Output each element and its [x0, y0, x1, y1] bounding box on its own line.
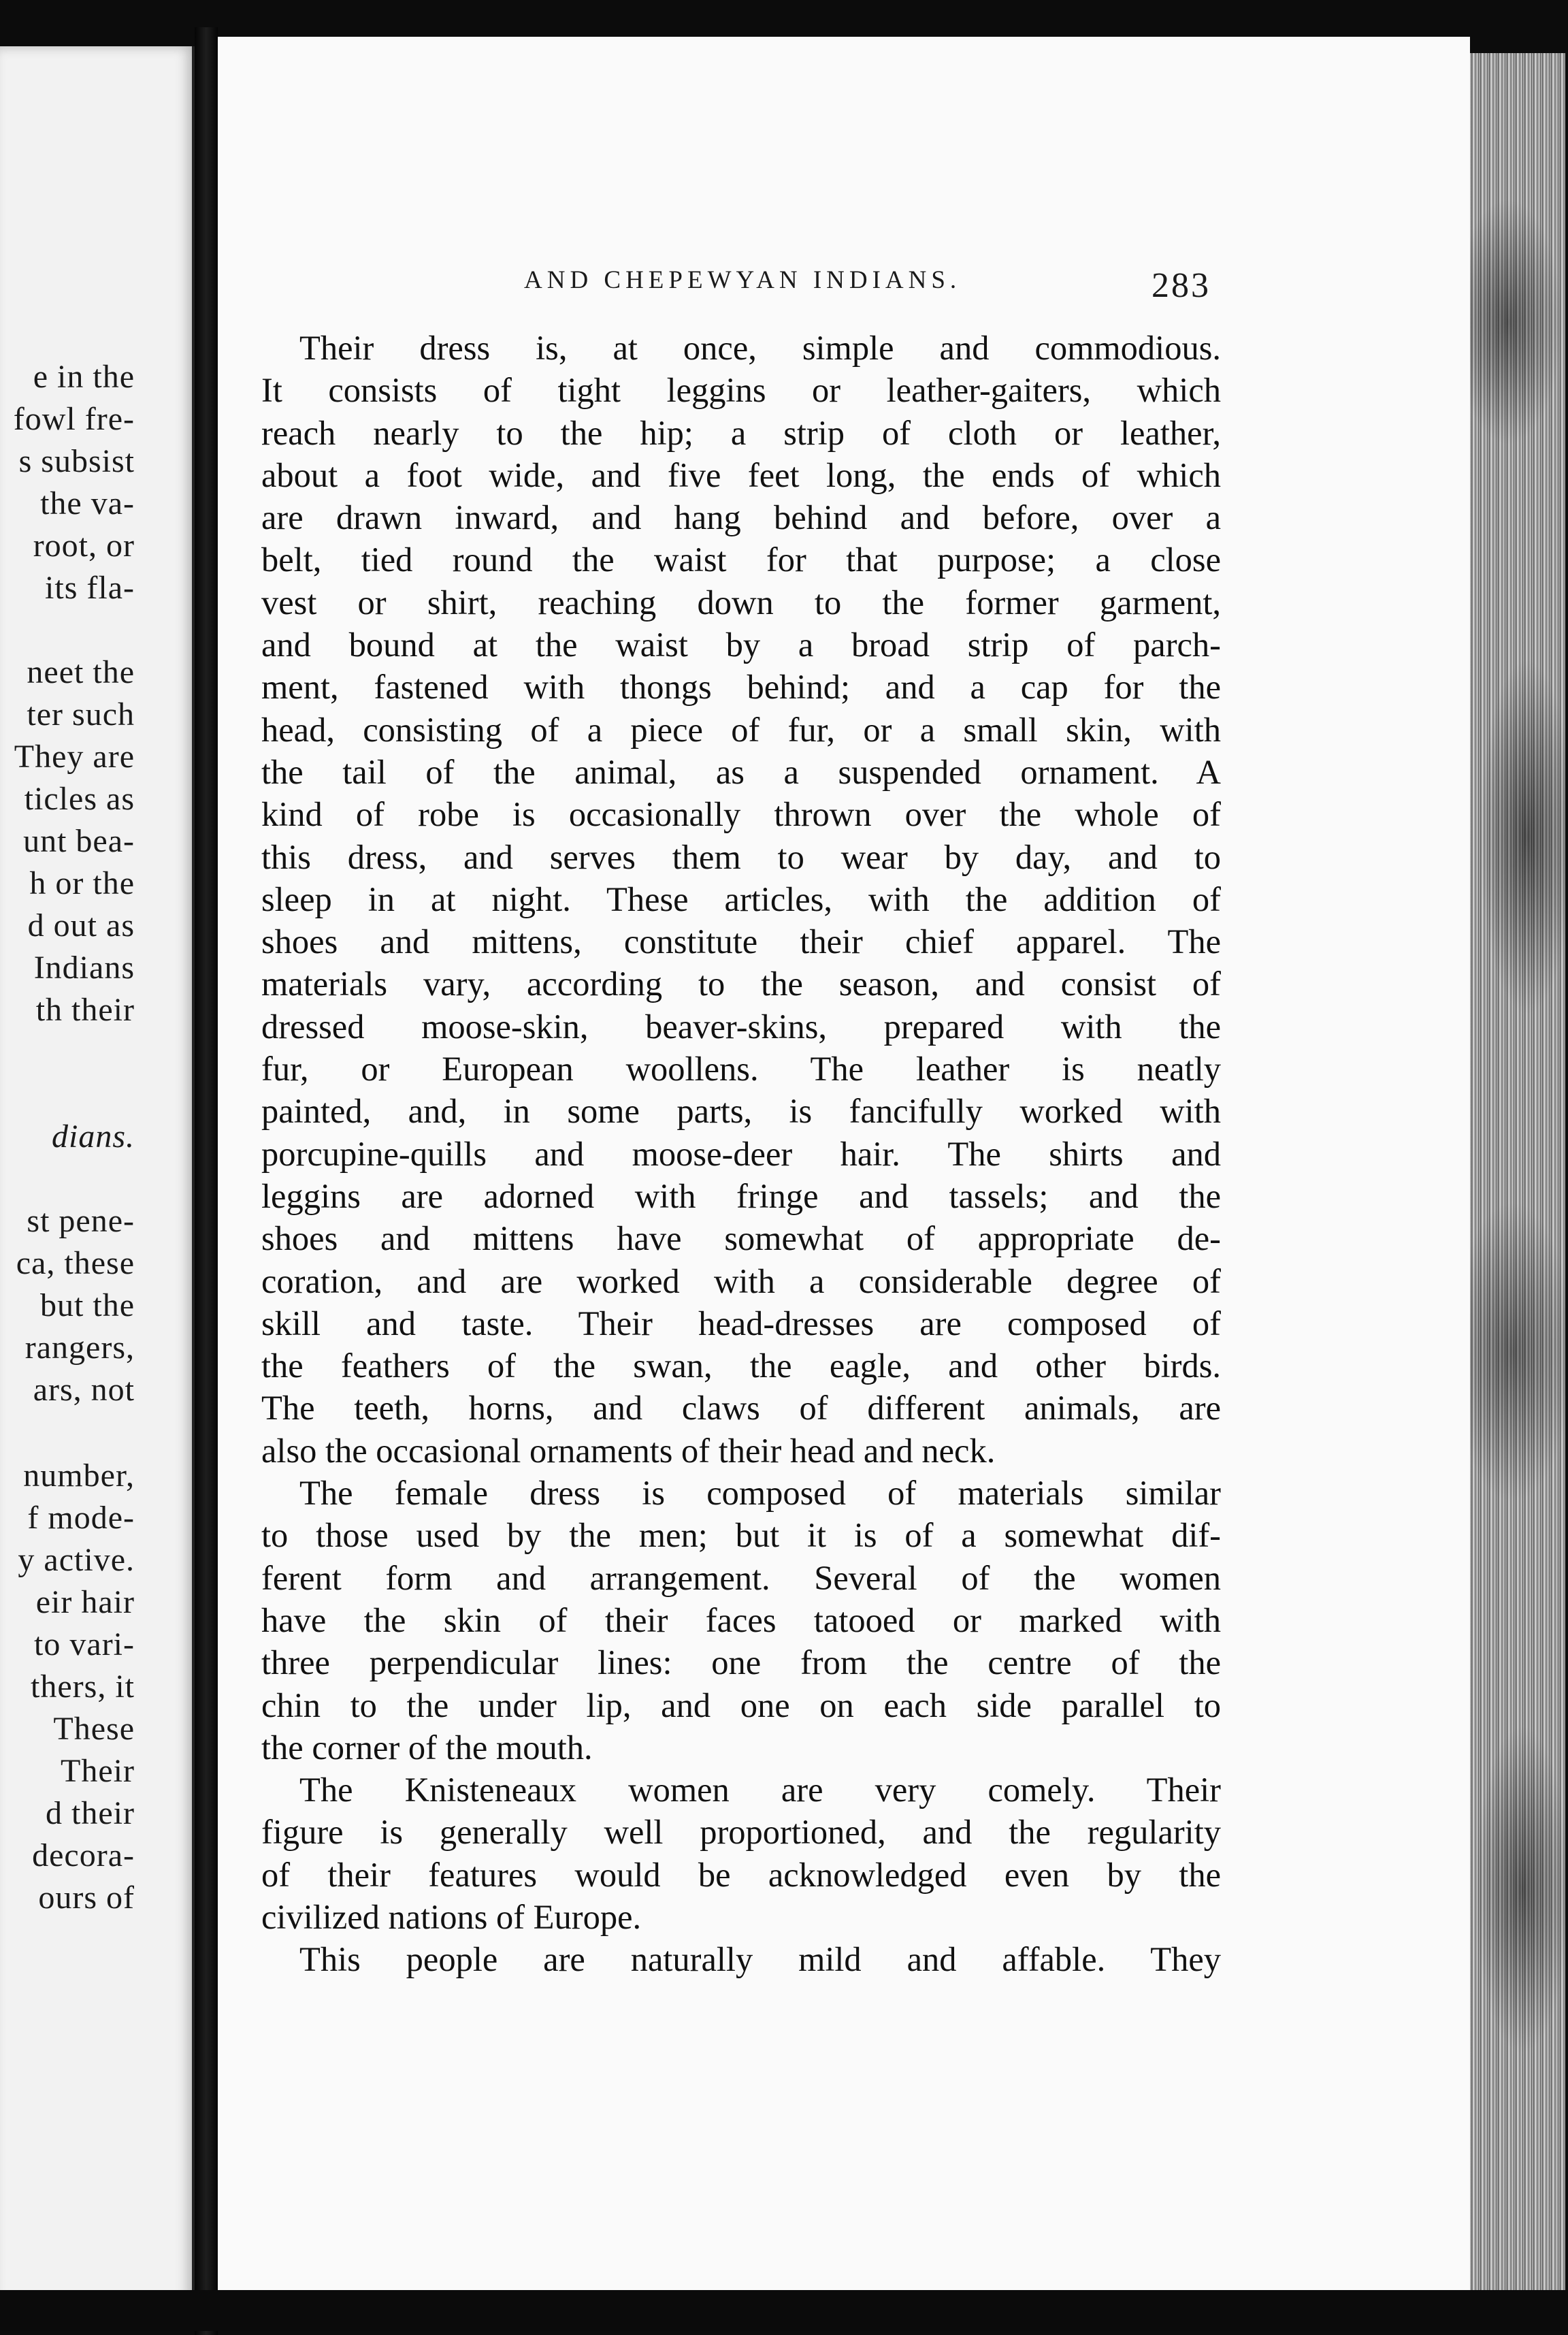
- body-line: the corner of the mouth.: [261, 1728, 593, 1767]
- body-line: belt, tied round the waist for that purpose; a close: [261, 541, 1221, 579]
- body-line: vest or shirt, reaching down to the former garment,: [261, 583, 1221, 622]
- body-line: kind of robe is occasionally thrown over the whole of: [261, 795, 1221, 834]
- body-line: civilized nations of Europe.: [261, 1897, 642, 1936]
- body-line: chin to the under lip, and one on each side parallel to: [261, 1686, 1221, 1724]
- left-page-line: its fla-: [45, 570, 135, 606]
- left-page-line: d their: [46, 1795, 135, 1831]
- body-line: fur, or European woollens. The leather is neatly: [261, 1050, 1221, 1089]
- left-page-line: neet the: [27, 654, 135, 690]
- left-page-line: root, or: [33, 528, 135, 564]
- body-line: Their dress is, at once, simple and commodious.: [299, 329, 1221, 367]
- left-page-line: h or the: [29, 865, 135, 901]
- left-page-line: Indians: [33, 950, 135, 986]
- left-page-line: decora-: [32, 1837, 135, 1873]
- left-page-line: but the: [40, 1287, 135, 1323]
- running-head: AND CHEPEWYAN INDIANS.: [524, 266, 962, 294]
- page-edge-shading: [1470, 53, 1565, 2293]
- left-page-line: ars, not: [33, 1372, 135, 1408]
- body-line: to those used by the men; but it is of a somewhat dif-: [261, 1516, 1221, 1555]
- left-page-line: y active.: [18, 1542, 135, 1578]
- body-line: porcupine-quills and moose-deer hair. The shirts and: [261, 1134, 1221, 1173]
- left-page-line: dians.: [51, 1118, 135, 1155]
- body-line: the feathers of the swan, the eagle, and other birds.: [261, 1347, 1221, 1385]
- body-line: head, consisting of a piece of fur, or a small skin, with: [261, 710, 1221, 749]
- body-line: are drawn inward, and hang behind and before, over a: [261, 498, 1221, 537]
- left-page-line: fowl fre-: [13, 401, 135, 437]
- left-page-line: th their: [35, 992, 135, 1028]
- body-line: and bound at the waist by a broad strip of parch-: [261, 626, 1221, 664]
- body-line: The Knisteneaux women are very comely. Their: [299, 1771, 1221, 1809]
- left-page-line: These: [53, 1711, 135, 1747]
- left-page-line: eir hair: [35, 1584, 135, 1620]
- left-page-line: e in the: [33, 359, 135, 395]
- body-line: this dress, and serves them to wear by day, and to: [261, 837, 1221, 876]
- body-line: leggins are adorned with fringe and tassels; and the: [261, 1176, 1221, 1215]
- body-line: of their features would be acknowledged even by the: [261, 1855, 1221, 1894]
- left-page-line: thers, it: [31, 1669, 135, 1705]
- body-line: shoes and mittens, constitute their chief apparel. The: [261, 922, 1221, 961]
- left-page-line: st pene-: [27, 1203, 135, 1239]
- left-page-line: ter such: [27, 696, 135, 732]
- book-gutter: [195, 27, 218, 2335]
- body-line: have the skin of their faces tatooed or marked with: [261, 1600, 1221, 1639]
- body-text: [261, 327, 1221, 1981]
- left-page-line: f mode-: [27, 1500, 135, 1536]
- body-line: This people are naturally mild and affable. They: [299, 1940, 1221, 1979]
- left-page-line: They are: [14, 739, 135, 775]
- left-page-line: s subsist: [18, 443, 135, 479]
- body-line: ferent form and arrangement. Several of the women: [261, 1558, 1221, 1597]
- body-line: also the occasional ornaments of their head and neck.: [261, 1431, 996, 1470]
- left-page-line: rangers,: [24, 1330, 135, 1366]
- left-page-line: to vari-: [34, 1626, 135, 1662]
- body-line: The teeth, horns, and claws of different animals, are: [261, 1389, 1221, 1428]
- left-page-line: d out as: [27, 907, 135, 944]
- left-page-fragment: [0, 46, 195, 2313]
- left-page-line: Their: [61, 1753, 135, 1789]
- body-line: skill and taste. Their head-dresses are composed of: [261, 1304, 1221, 1342]
- left-page-line: ca, these: [16, 1245, 135, 1281]
- body-line: about a foot wide, and five feet long, the ends of which: [261, 455, 1221, 494]
- page-number: 283: [1152, 266, 1211, 305]
- left-page-line: ticles as: [24, 781, 135, 817]
- body-line: dressed moose-skin, beaver-skins, prepared with the: [261, 1007, 1221, 1046]
- left-page-line: ours of: [38, 1880, 135, 1916]
- left-page-text: [0, 46, 195, 2313]
- bottom-scan-border: [0, 2290, 1568, 2331]
- body-line: coration, and are worked with a considerable degree of: [261, 1261, 1221, 1300]
- body-line: shoes and mittens have somewhat of appropriate de-: [261, 1219, 1221, 1258]
- body-line: painted, and, in some parts, is fancifully worked with: [261, 1092, 1221, 1131]
- page-edges: [1470, 53, 1565, 2293]
- left-page-line: unt bea-: [23, 823, 135, 859]
- left-page-line: the va-: [40, 485, 135, 521]
- body-line: ment, fastened with thongs behind; and a cap for the: [261, 668, 1221, 707]
- body-line: It consists of tight leggins or leather-gaiters, which: [261, 371, 1221, 410]
- body-line: three perpendicular lines: one from the centre of the: [261, 1643, 1221, 1682]
- left-page-line: number,: [23, 1458, 135, 1494]
- body-line: sleep in at night. These articles, with the addition of: [261, 880, 1221, 918]
- body-line: materials vary, according to the season, and consist of: [261, 965, 1221, 1003]
- body-line: figure is generally well proportioned, and the regularity: [261, 1813, 1221, 1852]
- body-line: the tail of the animal, as a suspended ornament. A: [261, 752, 1221, 791]
- body-line: The female dress is composed of materials similar: [299, 1474, 1221, 1513]
- body-line: reach nearly to the hip; a strip of cloth or leather,: [261, 413, 1221, 452]
